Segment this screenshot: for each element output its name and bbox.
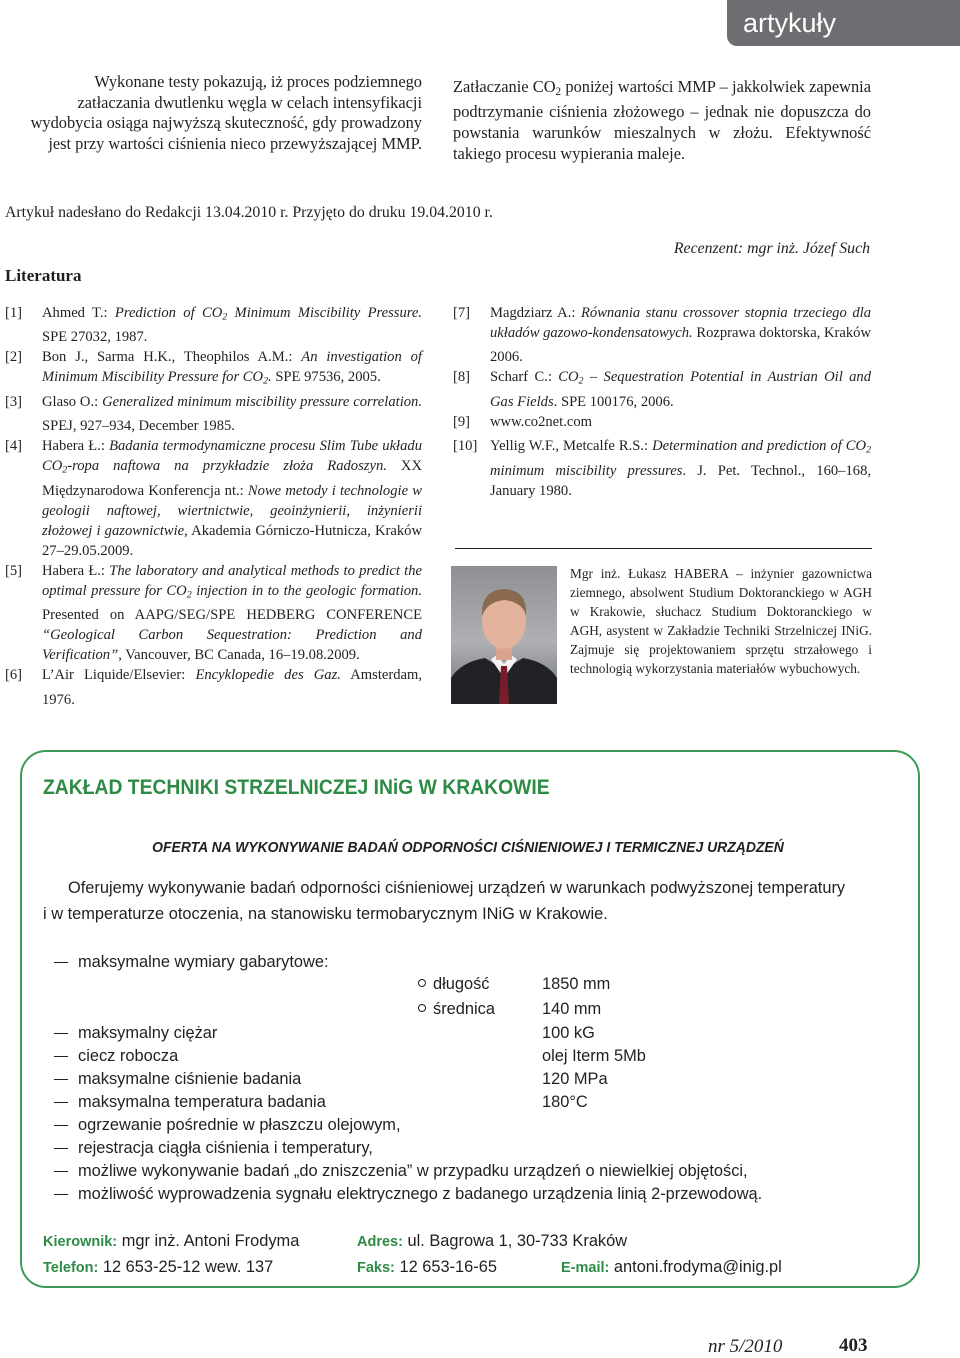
contact-address: Adres: ul. Bagrowa 1, 30-733 Kraków <box>357 1232 628 1250</box>
list-dash <box>54 1056 68 1057</box>
spec-label: maksymalna temperatura badania <box>78 1093 326 1111</box>
reference-item: [8] Scharf C.: $CO_2$ – Sequestration Potential in Austrian Oil and Gas Fields. SPE 100176, 2006. <box>453 369 872 410</box>
reference-number: [8] <box>453 369 471 386</box>
reference-item: [1] Ahmed T.: Prediction of $CO_2$ Minimum Miscibility Pressure. SPE 27032, 1987. <box>5 305 423 346</box>
list-dash <box>54 1125 68 1126</box>
reference-number: [1] <box>5 305 23 321</box>
conclusion-left: Wykonane testy pokazują, iż proces podziemnego zatłaczania dwutlenku węgla w celach intensyfikacji wydobycia osiąga najwyższą skuteczność, gdy prowadzony jest przy wartości ciśnienia nieco przewyższającej MMP. <box>30 72 422 154</box>
reference-number: [6] <box>5 667 23 684</box>
list-dash <box>54 1171 68 1172</box>
list-dash <box>54 1102 68 1103</box>
feature-item: możliwe wykonywanie badań „do zniszczenia” w przypadku urządzeń o niewielkiej objętości, <box>78 1162 748 1180</box>
spec-label: ciecz robocza <box>78 1047 179 1065</box>
reference-item: [9] www.co2net.com <box>453 413 592 430</box>
length-label: długość <box>418 975 490 994</box>
reference-item: [4] Habera Ł.: Badania termodynamiczne procesu Slim Tube układu $CO_2$-ropa naftowa na przykładzie złoża Radoszyn. XX Międzynarodowa Konferencja nt.: Nowe metody i technologie w geologii naftowej, wiertnictwie, geoinżynierii, inżynierii złożowej i gazownictwie, Akademia Górniczo-Hutnicza, Kraków 27–29.05.2009. <box>5 438 423 559</box>
conclusion-right: Zatłaczanie $CO_2$ poniżej wartości MMP – jakkolwiek zapewnia podtrzymanie ciśnienia złożowego – jednak nie dopuszcza do powstania warunków mieszalnych w złożu. Efektywność takiego procesu wypierania maleje. <box>453 77 871 163</box>
advert-box <box>20 750 920 1288</box>
article-dates: Artykuł nadesłano do Redakcji 13.04.2010 r. Przyjęto do druku 19.04.2010 r. <box>5 204 493 221</box>
contact-email: E-mail: antoni.frodyma@inig.pl <box>561 1258 782 1276</box>
literature-heading: Literatura <box>5 266 82 285</box>
diameter-value: 140 mm <box>542 1000 602 1018</box>
contact-fax: Faks: 12 653-16-65 <box>357 1258 497 1276</box>
list-dash <box>54 1194 68 1195</box>
reference-number: [3] <box>5 393 23 410</box>
reference-number: [7] <box>453 305 471 321</box>
reference-number: [4] <box>5 438 23 455</box>
issue-number: nr 5/2010 <box>708 1336 783 1357</box>
reference-item: [10] Yellig W.F., Metcalfe R.S.: Determination and prediction of $CO_2$ minimum miscibility pressures. J. Pet. Technol., 160–168, January 1980. <box>453 438 872 499</box>
reference-item: [5] Habera Ł.: The laboratory and analytical methods to predict the optimal pressure for $CO_2$ injection in to the geologic formation. Presented on AAPG/SEG/SPE HEDBERG CONFERENCE “Geological Carbon Sequestration: Prediction and Verification”, Vancouver, BC Canada, 16–19.08.2009. <box>5 562 422 664</box>
reference-number: [5] <box>5 562 23 579</box>
advert-intro: Oferujemy wykonywanie badań odporności ciśnieniowej urządzeń w warunkach podwyższonej temperatury i w temperaturze otoczenia, na stanowisku termobarycznym INiG w Krakowie. <box>43 879 846 923</box>
author-bio: Mgr inż. Łukasz HABERA – inżynier gazownictwa ziemnego, absolwent Studium Doktoranckiego w AGH w Krakowie, słuchacz Studium Doktoranckiego w AGH, asystent w Zakładzie Techniki Strzelniczej INiG. Zajmuje się projektowaniem sprzętu strzałowego i technologią wykorzystania materiałów wybuchowych. <box>570 566 872 677</box>
spec-value: 180°C <box>542 1093 588 1111</box>
feature-item: rejestracja ciągła ciśnienia i temperatury, <box>78 1139 373 1157</box>
reference-number: [2] <box>5 349 23 366</box>
reference-number: [10] <box>453 438 478 455</box>
feature-item: możliwość wyprowadzenia sygnału elektrycznego z badanego urządzenia linią 2-przewodową. <box>78 1185 763 1203</box>
reference-item: [2] Bon J., Sarma H.K., Theophilos A.M.: An investigation of Minimum Miscibility Pressure for $CO_2$. SPE 97536, 2005. <box>5 349 422 387</box>
length-value: 1850 mm <box>542 975 611 993</box>
bullet-icon <box>418 1004 426 1012</box>
spec-value: 120 MPa <box>542 1070 608 1088</box>
author-photo <box>451 566 557 704</box>
diameter-label: średnica <box>418 1000 495 1019</box>
advert-offer: OFERTA NA WYKONYWANIE BADAŃ ODPORNOŚCI CIŚNIENIOWEJ I TERMICZNEJ URZĄDZEŃ <box>152 839 784 856</box>
contact-manager: Kierownik: mgr inż. Antoni Frodyma <box>43 1232 300 1250</box>
dimensions-label: maksymalne wymiary gabarytowe: <box>78 953 329 971</box>
divider-line <box>455 548 872 549</box>
reference-item: [7] Magdziarz A.: Równania stanu crossover stopnia trzeciego dla układów gazowo-kondensatowych. Rozprawa doktorska, Kraków 2006. <box>453 305 872 366</box>
page-number: 403 <box>839 1335 868 1356</box>
reference-item: [6] L’Air Liquide/Elsevier: Encyklopedie des Gaz. Amsterdam, 1976. <box>5 667 422 708</box>
spec-label: maksymalne ciśnienie badania <box>78 1070 302 1088</box>
list-dash <box>54 1033 68 1034</box>
reference-number: [9] <box>453 413 471 430</box>
feature-item: ogrzewanie pośrednie w płaszczu olejowym, <box>78 1116 401 1134</box>
list-dash <box>54 962 68 963</box>
list-dash <box>54 1079 68 1080</box>
spec-label: maksymalny ciężar <box>78 1024 218 1042</box>
contact-phone: Telefon: 12 653-25-12 wew. 137 <box>43 1258 274 1276</box>
spec-value: 100 kG <box>542 1024 595 1042</box>
references-left <box>5 303 422 710</box>
references-right <box>453 303 871 501</box>
bullet-icon <box>418 979 426 987</box>
reviewer: Recenzent: mgr inż. Józef Such <box>673 240 870 257</box>
list-dash <box>54 1148 68 1149</box>
section-tab: artykuły <box>727 0 960 46</box>
reference-item: [3] Glaso O.: Generalized minimum miscibility pressure correlation. SPEJ, 927–934, December 1985. <box>5 393 422 435</box>
advert-title: ZAKŁAD TECHNIKI STRZELNICZEJ INiG W KRAKOWIE <box>43 776 550 799</box>
spec-value: olej Iterm 5Mb <box>542 1047 646 1065</box>
